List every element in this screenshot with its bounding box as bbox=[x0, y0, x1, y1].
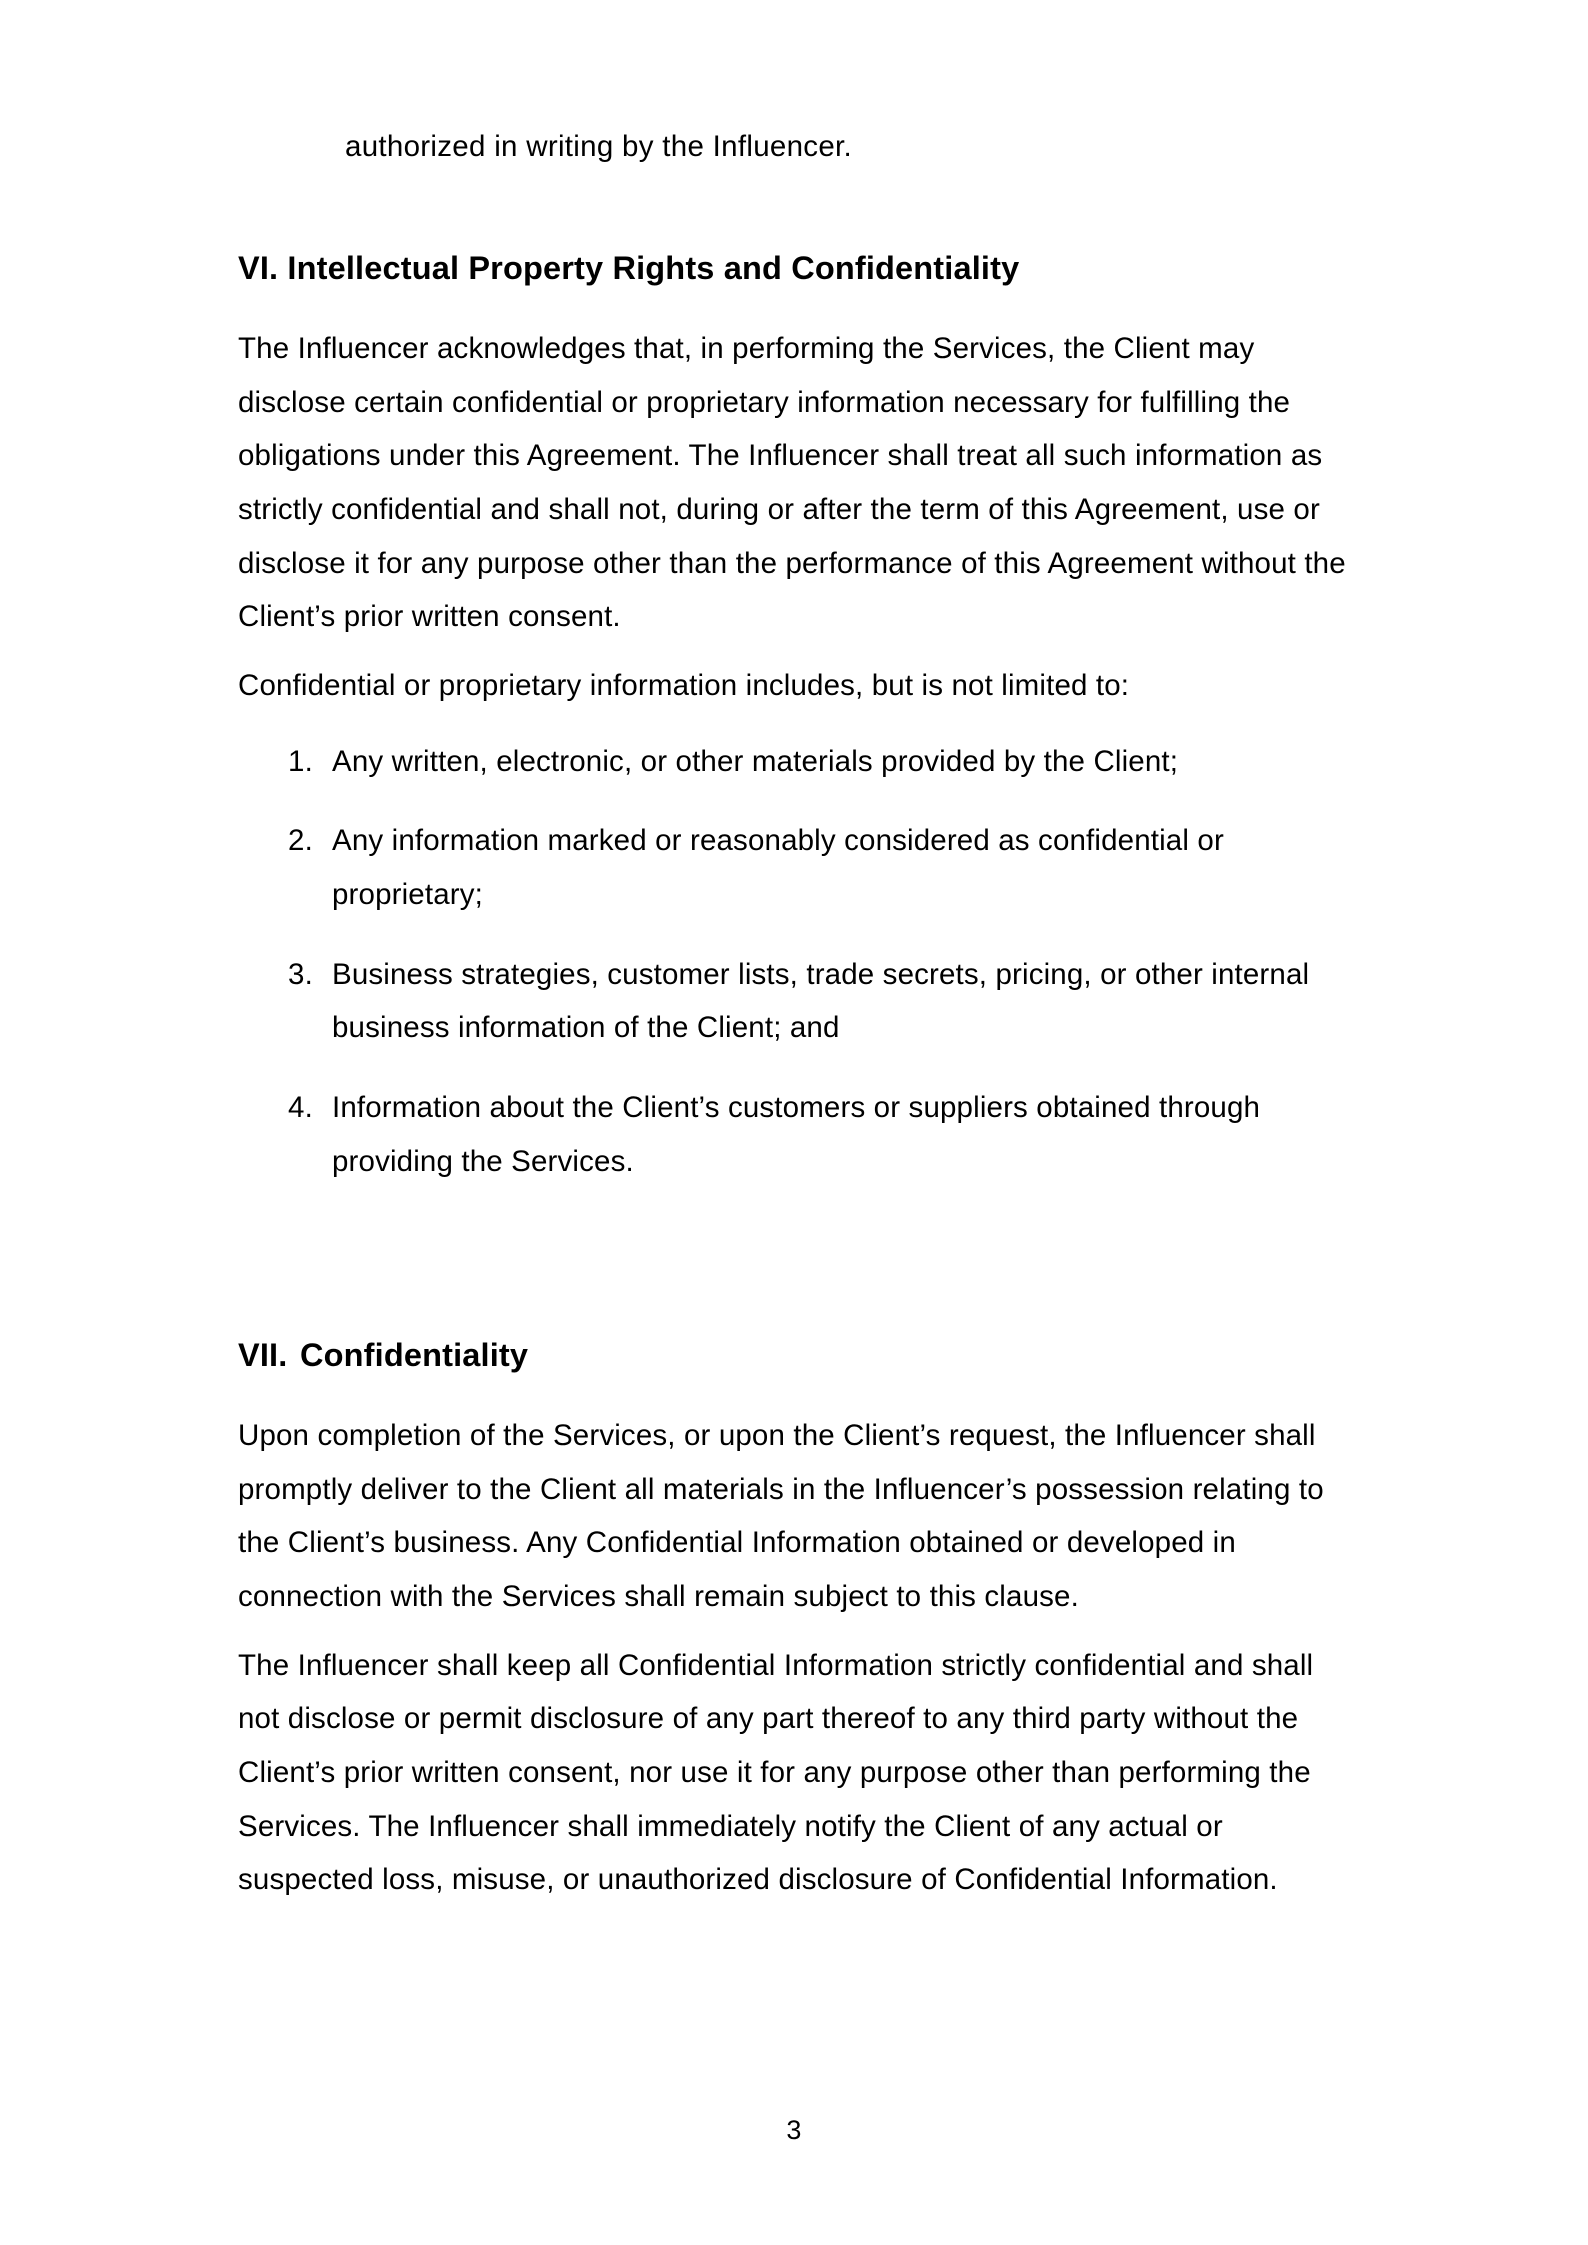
page-number-footer: 3 bbox=[786, 2115, 802, 2145]
heading-spacer bbox=[238, 1374, 1346, 1409]
section-heading-vii bbox=[238, 1337, 1346, 1374]
section-heading-vii-title: Confidentiality bbox=[300, 1336, 529, 1373]
section-vii-paragraph-2: The Influencer shall keep all Confidential Information strictly confidential and shall not disclose or permit disclosure of any part thereof to any third party without the Client’s prior written consent, nor use it for any purpose other than performing the Services. The Influencer shall immediately notify the Client of any actual or suspected loss, misuse, or unauthorized disclosure of Confidential Information. bbox=[238, 1648, 1314, 1897]
heading-spacer bbox=[238, 287, 1346, 322]
list-item: Business strategies, customer lists, trade secrets, pricing, or other internal business information of the Client; and bbox=[332, 957, 1310, 1045]
section-heading-vi: VI. Intellectual Property Rights and Confidentiality bbox=[238, 249, 1020, 286]
section-vi-paragraph-1: The Influencer acknowledges that, in performing the Services, the Client may disclose certain confidential or proprietary information necessary for fulfilling the obligations under this Agreement. The Influencer shall treat all such information as strictly confidential and shall not, during or after the term of this Agreement, use or disclose it for any purpose other than the performance of this Agreement without the Client’s prior written consent. bbox=[238, 331, 1346, 634]
section-heading-vii-number: VII. bbox=[238, 1336, 288, 1373]
section-vi-paragraph-2: Confidential or proprietary information includes, but is not limited to: bbox=[238, 669, 1130, 702]
list-item: Any written, electronic, or other materials provided by the Client; bbox=[332, 744, 1179, 778]
section-vii-paragraph-1: Upon completion of the Services, or upon the Client’s request, the Influencer shall promptly deliver to the Client all materials in the Influencer’s possession relating to the Client’s business. Any Confidential Information obtained or developed in connection with the Services shall remain subject to this clause. bbox=[238, 1418, 1324, 1613]
paragraph-spacer bbox=[238, 644, 1346, 659]
section-gap bbox=[238, 1189, 1346, 1337]
paragraph-spacer bbox=[238, 1624, 1346, 1639]
list-item: Information about the Client’s customers or suppliers obtained through providing the Services. bbox=[332, 1091, 1261, 1178]
document-body bbox=[238, 0, 1346, 1907]
section-vi-numbered-list bbox=[238, 735, 1346, 1189]
list-item: Any information marked or reasonably considered as confidential or proprietary; bbox=[332, 824, 1224, 912]
carryover-text-line: authorized in writing by the Influencer. bbox=[345, 130, 853, 163]
